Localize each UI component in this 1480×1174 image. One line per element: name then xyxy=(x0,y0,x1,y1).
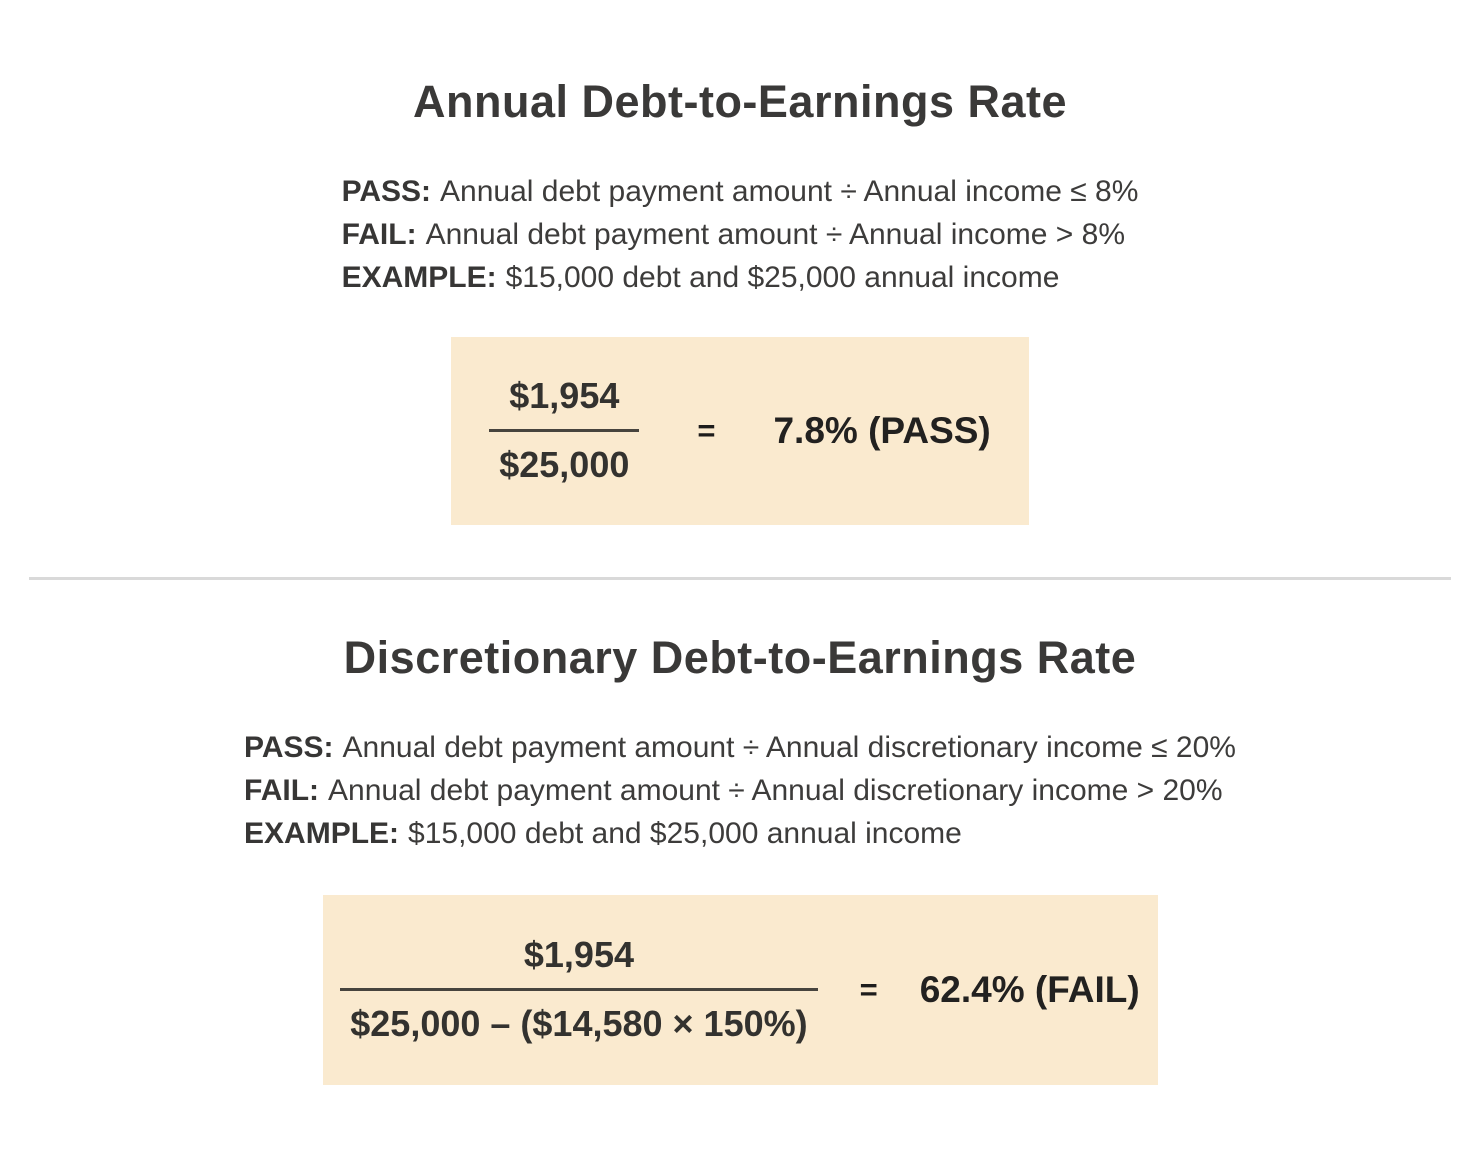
rule-example xyxy=(342,256,1139,299)
fraction-line xyxy=(340,988,817,991)
result-discretionary: 62.4% (FAIL) xyxy=(919,968,1140,1010)
rule-example-label: EXAMPLE: xyxy=(341,260,497,294)
rule-pass-text: Annual debt payment amount ÷ Annual income ≤ 8% xyxy=(440,174,1139,208)
section-annual-dte xyxy=(0,76,1480,525)
fraction-denominator: $25,000 xyxy=(499,444,630,486)
rule-fail xyxy=(244,769,1236,812)
rule-fail-text: Annual debt payment amount ÷ Annual income > 8% xyxy=(425,217,1125,251)
rule-pass xyxy=(342,170,1139,213)
rule-example-text: $15,000 debt and $25,000 annual income xyxy=(408,816,962,850)
rules-annual xyxy=(342,170,1139,299)
rule-pass-label: PASS: xyxy=(341,174,432,208)
equals-sign: = xyxy=(859,971,878,1007)
rule-example-text: $15,000 debt and $25,000 annual income xyxy=(505,260,1060,294)
result-annual: 7.8% (PASS) xyxy=(773,409,991,451)
section-title-discretionary: Discretionary Debt-to-Earnings Rate xyxy=(343,631,1137,683)
rule-fail-label: FAIL: xyxy=(341,217,417,251)
section-divider xyxy=(29,577,1451,580)
rule-fail-text: Annual debt payment amount ÷ Annual discretionary income > 20% xyxy=(328,773,1223,807)
rule-pass-text: Annual debt payment amount ÷ Annual discretionary income ≤ 20% xyxy=(342,730,1236,764)
fraction-discretionary xyxy=(340,934,817,1045)
fraction-annual xyxy=(489,375,639,486)
formula-box-discretionary xyxy=(323,895,1158,1085)
rules-discretionary xyxy=(244,726,1236,855)
fraction-denominator: $25,000 – ($14,580 × 150%) xyxy=(350,1003,808,1044)
rule-pass xyxy=(244,726,1236,769)
fraction-numerator: $1,954 xyxy=(509,375,620,417)
rule-fail-label: FAIL: xyxy=(244,773,320,807)
section-title-annual: Annual Debt-to-Earnings Rate xyxy=(412,76,1068,127)
formula-box-annual xyxy=(451,337,1029,525)
rule-example xyxy=(244,812,1236,855)
fraction-line xyxy=(489,429,639,432)
fraction-numerator: $1,954 xyxy=(523,934,634,975)
section-discretionary-dte xyxy=(0,632,1480,1085)
rule-example-label: EXAMPLE: xyxy=(244,816,400,850)
rule-fail xyxy=(342,213,1139,256)
rule-pass-label: PASS: xyxy=(244,730,334,764)
equals-sign: = xyxy=(697,412,716,448)
